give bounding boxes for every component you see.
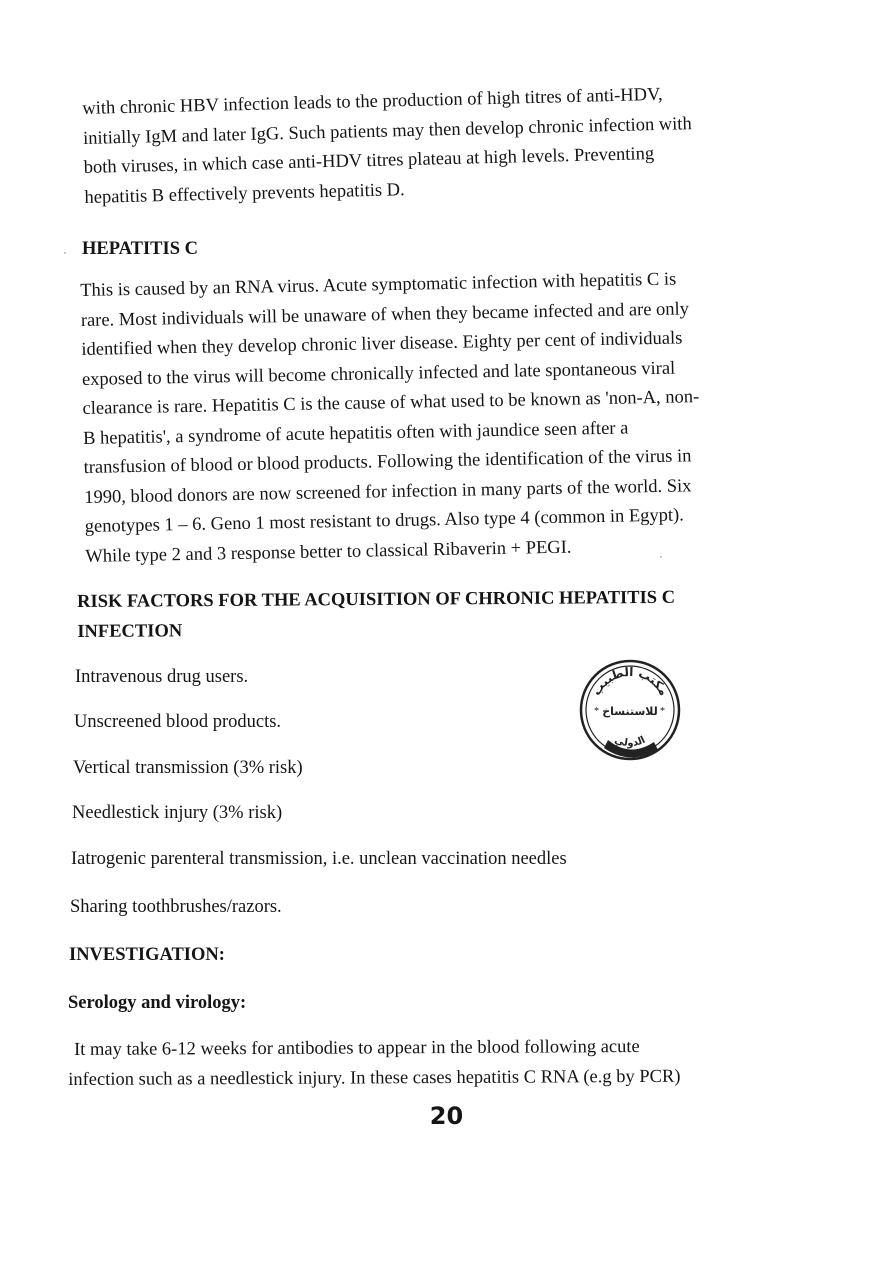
heading-hepatitis-c: HEPATITIS C	[82, 239, 198, 259]
text-line: This is caused by an RNA virus. Acute symptomatic infection with hepatitis C is	[80, 269, 677, 301]
subheading-serology: Serology and virology:	[68, 993, 247, 1013]
text-line: identified when they develop chronic liver disease. Eighty per cent of individuals	[81, 328, 683, 360]
text-line: 1990, blood donors are now screened for infection in many parts of the world. Six	[84, 475, 692, 508]
risk-factor-item: Needlestick injury (3% risk)	[72, 803, 283, 823]
paragraph-intro	[82, 80, 694, 213]
risk-factor-item: Sharing toothbrushes/razors.	[70, 897, 282, 917]
text-line: transfusion of blood or blood products. Following the identification of the virus in	[83, 446, 692, 478]
scan-speck	[64, 252, 66, 254]
risk-factor-item: Iatrogenic parenteral transmission, i.e. unclean vaccination needles	[71, 849, 567, 869]
stamp-star-left: *	[594, 706, 599, 717]
text-line: RISK FACTORS FOR THE ACQUISITION OF CHRONIC HEPATITIS C	[77, 587, 676, 612]
text-line: B hepatitis', a syndrome of acute hepatitis often with jaundice seen after a	[82, 418, 629, 449]
stamp-star-right: *	[660, 706, 665, 717]
heading-risk-factors	[77, 584, 675, 647]
stamp-bottom-text: الدولي	[612, 734, 648, 750]
stamp-middle-text: للاستنساخ	[602, 705, 658, 718]
page-number: 20	[429, 1102, 464, 1130]
paragraph-serology	[68, 1033, 681, 1095]
text-line: hepatitis B effectively prevents hepatitis D.	[84, 179, 405, 208]
scan-speck	[660, 556, 662, 558]
text-line: INFECTION	[77, 620, 183, 642]
risk-factor-item: Intravenous drug users.	[75, 667, 249, 687]
paragraph-hepatitis-c	[80, 265, 702, 572]
text-line: infection such as a needlestick injury. In these cases hepatitis C RNA (e.g by PCR)	[68, 1066, 681, 1090]
text-line: with chronic HBV infection leads to the production of high titres of anti-HDV,	[82, 84, 663, 119]
risk-factor-item: Vertical transmission (3% risk)	[73, 758, 303, 778]
text-line: exposed to the virus will become chronically infected and late spontaneous viral	[81, 358, 676, 390]
text-line: rare. Most individuals will be unaware of when they became infected and are only	[80, 298, 690, 331]
text-line: While type 2 and 3 response better to classical Ribaverin + PEGI.	[85, 537, 572, 567]
heading-investigation: INVESTIGATION:	[69, 945, 225, 965]
stamp-top-text: مكتب الطبيب	[589, 664, 671, 698]
text-line: clearance is rare. Hepatitis C is the cause of what used to be known as 'non-A, non-	[82, 387, 700, 419]
text-line: both viruses, in which case anti-HDV titres plateau at high levels. Preventing	[83, 144, 655, 178]
text-line: genotypes 1 – 6. Geno 1 most resistant to drugs. Also type 4 (common in Egypt).	[84, 505, 685, 537]
library-stamp	[578, 658, 682, 762]
text-line: initially IgM and later IgG. Such patients may then develop chronic infection with	[82, 113, 692, 149]
risk-factor-item: Unscreened blood products.	[74, 712, 282, 732]
text-line: It may take 6-12 weeks for antibodies to appear in the blood following acute	[74, 1037, 640, 1060]
